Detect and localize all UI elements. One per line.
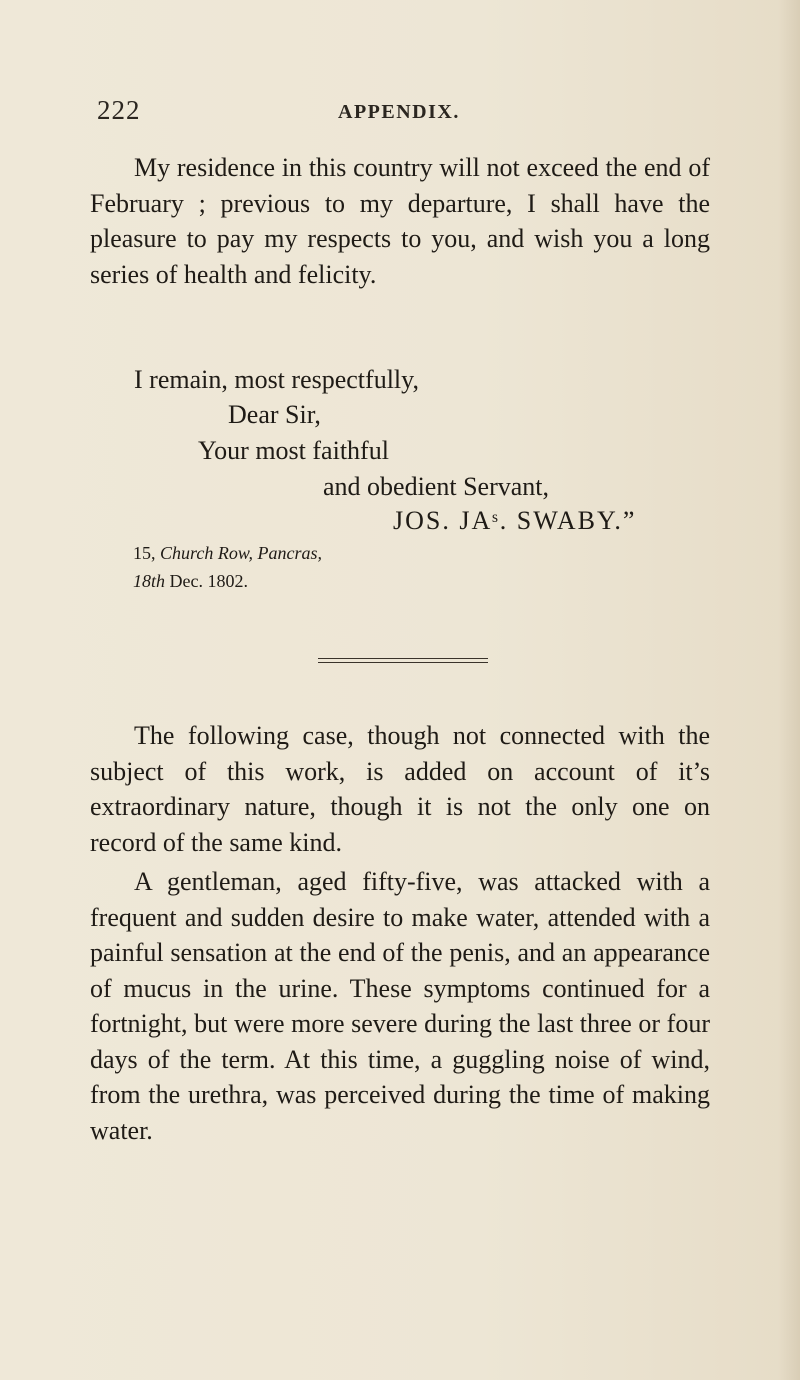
section-divider bbox=[318, 658, 488, 663]
body-paragraph-2: A gentleman, aged fifty-five, was attacked with a frequent and sudden desire to make water, attended with a painful sensation at the end of the penis, and an appearance of mucus in the urine. These symptoms continued for a fortnight, but were more severe during the last three or four days of the term. At this time, a guggling noise of wind, from the urethra, was perceived during the time of making water. bbox=[90, 867, 710, 1145]
closing-line-3: Your most faithful bbox=[198, 436, 389, 465]
address-street: Church Row, Pancras, bbox=[160, 543, 322, 563]
address-number: 15, bbox=[133, 543, 156, 563]
page-header bbox=[0, 95, 800, 135]
closing-remain: I remain, most respectfully, bbox=[134, 365, 419, 394]
date-line bbox=[133, 571, 248, 592]
letter-paragraph: My residence in this country will not exceed the end of February ; previous to my departure, I shall have the pleasure to pay my respects to you, and wish you a long series of health and felicity. bbox=[90, 153, 710, 289]
closing-line-4: and obedient Servant, bbox=[323, 472, 549, 501]
page-number: 222 bbox=[97, 95, 141, 125]
page-edge-shadow bbox=[778, 0, 800, 1380]
body-paragraph-1: The following case, though not connected with the subject of this work, is added on account of it’s extraordinary nature, though it is not the only one on record of the same kind. bbox=[90, 721, 710, 857]
closing-salutation: Dear Sir, bbox=[228, 400, 321, 429]
date-rest: Dec. 1802. bbox=[169, 571, 248, 591]
date-ordinal: 18th bbox=[133, 571, 166, 591]
running-head: APPENDIX. bbox=[338, 101, 460, 123]
signature: JOS. JAˢ. SWABY.” bbox=[393, 506, 637, 535]
address-line bbox=[133, 543, 322, 564]
